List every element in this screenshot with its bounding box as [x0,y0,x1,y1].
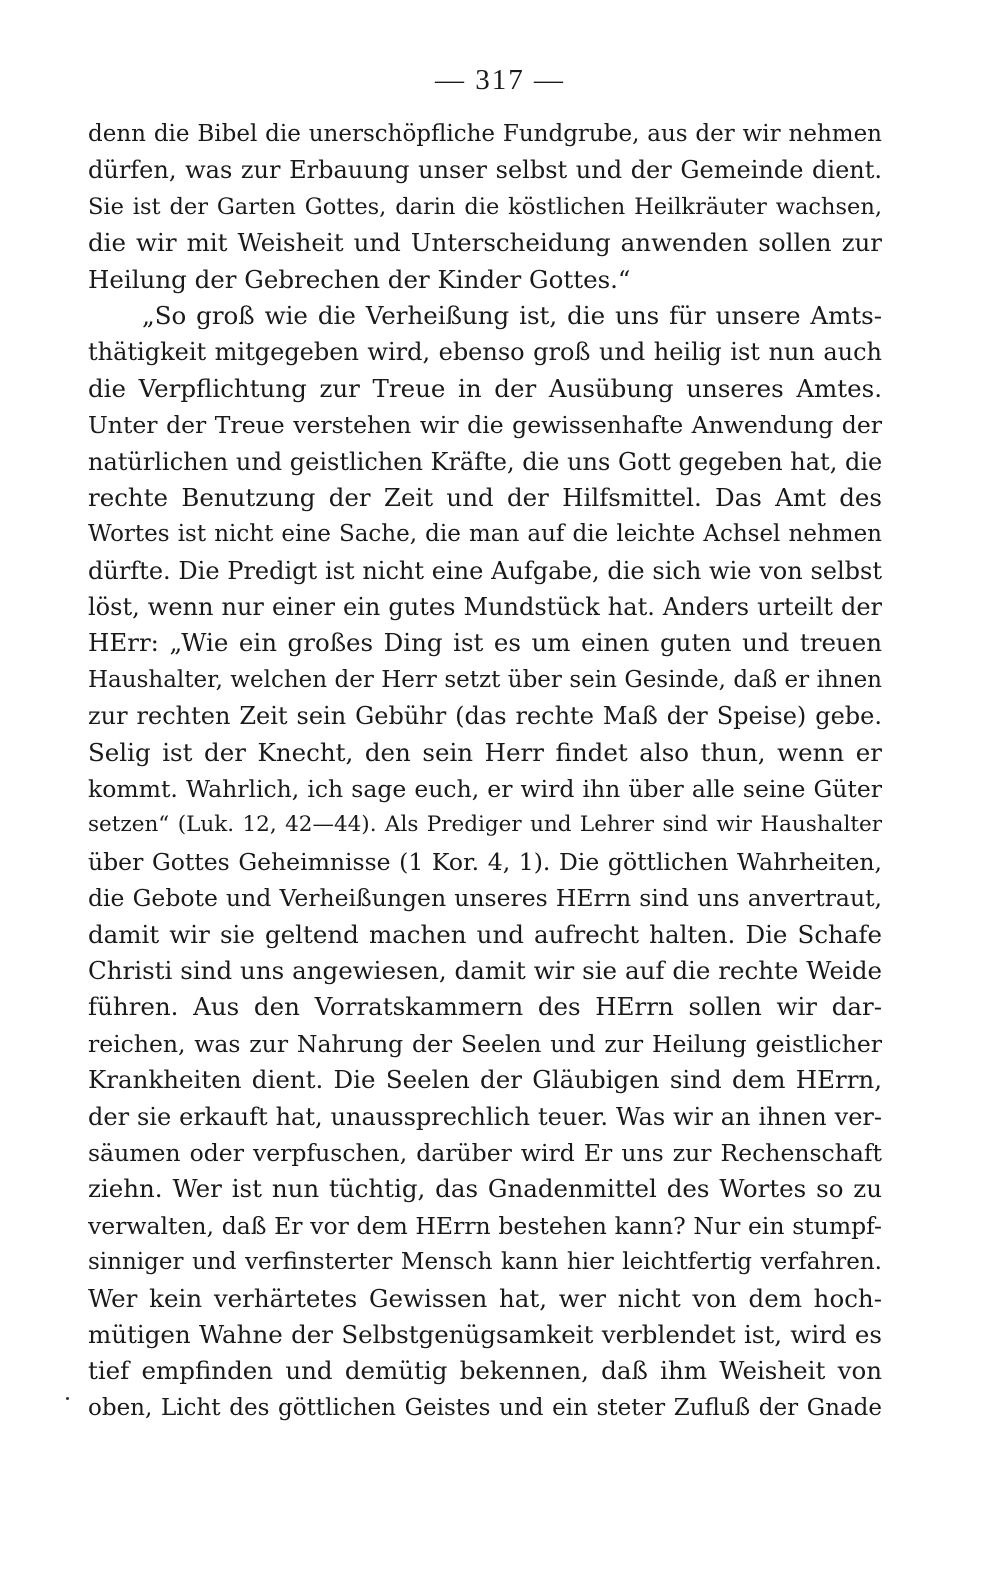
text-line: die Gebote und Verheißungen unseres HErrn sind uns anvertraut, [88,884,882,913]
text-line: dürfte. Die Predigt ist nicht eine Aufgabe, die sich wie von selbst [88,556,882,585]
text-line: die wir mit Weisheit und Unterscheidung anwenden sollen zur [88,228,882,258]
text-line: über Gottes Geheimnisse (1 Kor. 4, 1). Die göttlichen Wahrheiten, [88,847,882,876]
text-line: Unter der Treue verstehen wir die gewissenhafte Anwendung der [88,411,882,440]
text-line: denn die Bibel die unerschöpfliche Fundgrube, aus der wir nehmen [88,121,882,147]
text-line: verwalten, daß Er vor dem HErrn bestehen kann? Nur ein stumpf- [88,1211,882,1240]
text-line: Wortes ist nicht eine Sache, die man auf die leichte Achsel nehmen [88,521,882,548]
page-number: — 317 — [435,64,565,96]
text-line: der sie erkauft hat, unaussprechlich teuer. Was wir an ihnen ver- [88,1102,882,1131]
ink-speck [66,1397,69,1400]
text-line: Selig ist der Knecht, den sein Herr findet also thun, wenn er [88,737,882,767]
text-line: ziehn. Wer ist nun tüchtig, das Gnadenmittel des Wortes so zu [88,1174,882,1204]
text-line: „So groß wie die Verheißung ist, die uns für unsere Amts- [142,300,882,330]
text-line: mütigen Wahne der Selbstgenügsamkeit verblendet ist, wird es [88,1319,882,1349]
text-line: reichen, was zur Nahrung der Seelen und zur Heilung geistlicher [88,1029,882,1058]
text-line: Christi sind uns angewiesen, damit wir sie auf die rechte Weide [88,955,882,985]
text-line: Krankheiten dient. Die Seelen der Gläubigen sind dem HErrn, [88,1065,882,1095]
text-line: führen. Aus den Vorratskammern des HErrn sollen wir dar- [88,992,882,1022]
text-line: dürfen, was zur Erbauung unser selbst und der Gemeinde dient. [88,156,882,185]
text-line: rechte Benutzung der Zeit und der Hilfsmittel. Das Amt des [88,482,882,512]
text-line: natürlichen und geistlichen Kräfte, die uns Gott gegeben hat, die [88,447,882,476]
text-line: Wer kein verhärtetes Gewissen hat, wer nicht von dem hoch- [88,1283,882,1313]
text-line: die Verpflichtung zur Treue in der Ausübung unseres Amtes. [88,373,882,403]
text-line: Heilung der Gebrechen der Kinder Gottes.“ [88,264,631,294]
text-line: kommt. Wahrlich, ich sage euch, er wird ihn über alle seine Güter [88,775,882,804]
body-text [88,116,882,1426]
text-line: damit wir sie geltend machen und aufrecht halten. Die Schafe [88,919,882,949]
text-line: HErr: „Wie ein großes Ding ist es um einen guten und treuen [88,628,882,658]
text-line: löst, wenn nur einer ein gutes Mundstück hat. Anders urteilt der [88,593,882,622]
text-line: Haushalter, welchen der Herr setzt über sein Gesinde, daß er ihnen [88,666,882,693]
text-line: zur rechten Zeit sein Gebühr (das rechte Maß der Speise) gebe. [88,702,882,731]
text-line: thätigkeit mitgegeben wird, ebenso groß und heilig ist nun auch [88,338,882,367]
text-line: oben, Licht des göttlichen Geistes und ein steter Zufluß der Gnade [88,1394,882,1421]
text-line: setzen“ (Luk. 12, 42—44). Als Prediger und Lehrer sind wir Haushalter [88,812,882,838]
text-line: säumen oder verpfuschen, darüber wird Er uns zur Rechenschaft [88,1138,882,1167]
text-line: Sie ist der Garten Gottes, darin die köstlichen Heilkräuter wachsen, [88,193,882,220]
text-line: sinniger und verfinsterter Mensch kann hier leichtfertig verfahren. [88,1249,882,1276]
text-line: tief empfinden und demütig bekennen, daß ihm Weisheit von [88,1356,882,1386]
